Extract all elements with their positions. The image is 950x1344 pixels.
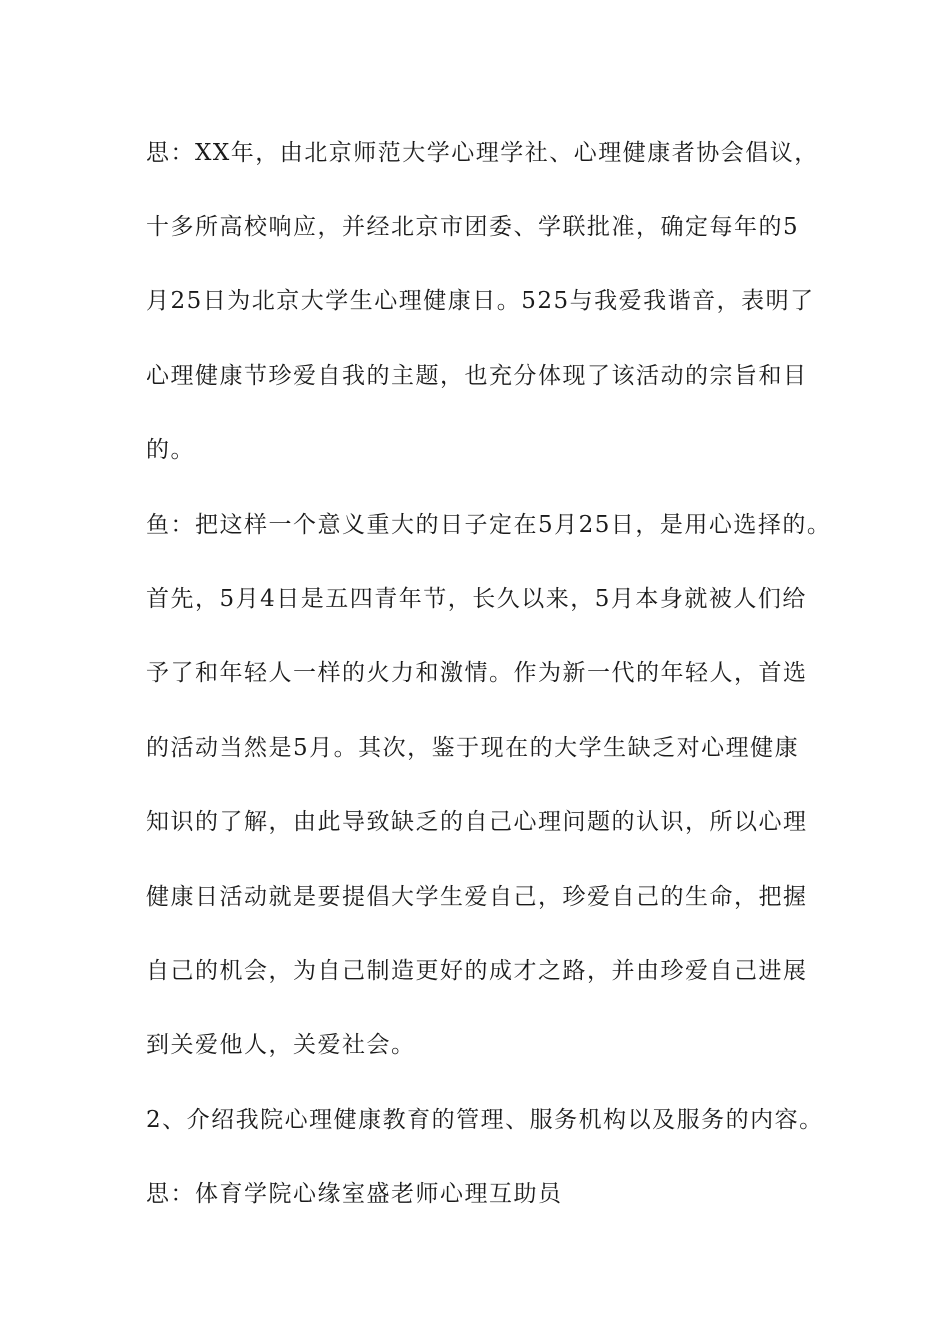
text-line-11: 健康日活动就是要提倡大学生爱自己，珍爱自己的生命，把握 — [146, 884, 808, 910]
text-line-4: 心理健康节珍爱自我的主题，也充分体现了该活动的宗旨和目 — [146, 363, 808, 389]
text-line-3: 月25日为北京大学生心理健康日。525与我爱我谐音，表明了 — [146, 288, 815, 314]
text-line-8: 予了和年轻人一样的火力和激情。作为新一代的年轻人，首选 — [146, 660, 808, 686]
text-line-15: 思：体育学院心缘室盛老师心理互助员 — [146, 1181, 563, 1207]
text-line-6: 鱼：把这样一个意义重大的日子定在5月25日，是用心选择的。 — [146, 512, 832, 538]
text-line-12: 自己的机会，为自己制造更好的成才之路，并由珍爱自己进展 — [146, 958, 808, 984]
text-line-7: 首先，5月4日是五四青年节，长久以来，5月本身就被人们给 — [146, 586, 807, 612]
text-line-10: 知识的了解，由此导致缺乏的自己心理问题的认识，所以心理 — [146, 809, 808, 835]
text-line-1: 思：XX年，由北京师范大学心理学社、心理健康者协会倡议， — [146, 140, 819, 166]
text-line-2: 十多所高校响应，并经北京市团委、学联批准，确定每年的5 — [146, 214, 800, 240]
text-line-5: 的。 — [146, 437, 195, 463]
text-line-13: 到关爱他人，关爱社会。 — [146, 1032, 416, 1058]
text-line-9: 的活动当然是5月。其次，鉴于现在的大学生缺乏对心理健康 — [146, 735, 800, 761]
text-line-14: 2、介绍我院心理健康教育的管理、服务机构以及服务的内容。 — [146, 1107, 824, 1133]
